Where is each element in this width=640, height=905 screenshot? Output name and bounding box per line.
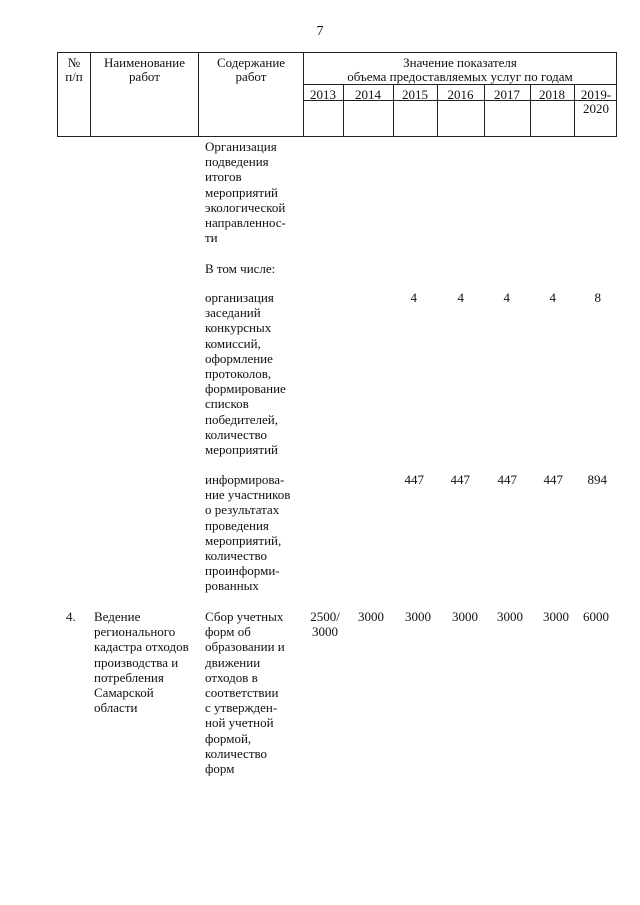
row-content-including: В том числе: xyxy=(205,261,276,276)
header-col-value: Значение показателя объема предоставляемых услуг по годам xyxy=(347,55,573,84)
row-content-results-summary: Организация подведения итогов мероприятий экологической направленнос- ти xyxy=(205,139,286,246)
year-2019-2020: 2019- 2020 xyxy=(580,87,612,116)
value-informing-2016: 447 xyxy=(450,472,470,487)
value-meetings-2017: 4 xyxy=(503,290,510,305)
header-col-name: Наименование работ xyxy=(104,55,185,84)
row-content-commission-meetings: организация заседаний конкурсных комиссий, оформление протоколов, формирование списков победителей, количество мероприятий xyxy=(205,290,286,458)
header-col-content: Содержание работ xyxy=(216,55,286,84)
header-col-number: № п/п xyxy=(65,55,83,84)
value-forms-2017: 3000 xyxy=(497,609,523,624)
row-content-waste-forms: Сбор учетных форм об образовании и движении отходов в соответствии с утвержден- ной учетной формой, количество форм xyxy=(205,609,285,777)
year-2013: 2013 xyxy=(310,87,336,102)
value-forms-2019-2020: 6000 xyxy=(583,609,609,624)
year-2016: 2016 xyxy=(447,87,474,102)
year-2014: 2014 xyxy=(355,87,381,102)
value-forms-2014: 3000 xyxy=(358,609,384,624)
row-content-participant-informing: информирова- ние участников о результатах проведения мероприятий, количество проинформи- рованных xyxy=(205,472,291,594)
value-informing-2015: 447 xyxy=(404,472,424,487)
value-meetings-2019-2020: 8 xyxy=(594,290,601,305)
value-forms-2015: 3000 xyxy=(405,609,431,624)
value-informing-2017: 447 xyxy=(497,472,517,487)
value-meetings-2016: 4 xyxy=(457,290,464,305)
value-informing-2019-2020: 894 xyxy=(587,472,607,487)
value-meetings-2015: 4 xyxy=(410,290,417,305)
year-2017: 2017 xyxy=(494,87,520,102)
value-forms-2018: 3000 xyxy=(543,609,569,624)
row-number-4: 4. xyxy=(66,609,76,624)
value-forms-2013: 2500/ 3000 xyxy=(310,609,340,639)
row-name-waste-cadastre: Ведение регионального кадастра отходов производства и потребления Самарской области xyxy=(94,609,189,716)
year-2015: 2015 xyxy=(402,87,428,102)
page-number: 7 xyxy=(316,24,324,39)
value-meetings-2018: 4 xyxy=(549,290,556,305)
year-2018: 2018 xyxy=(539,87,565,102)
value-informing-2018: 447 xyxy=(543,472,563,487)
value-forms-2016: 3000 xyxy=(452,609,478,624)
